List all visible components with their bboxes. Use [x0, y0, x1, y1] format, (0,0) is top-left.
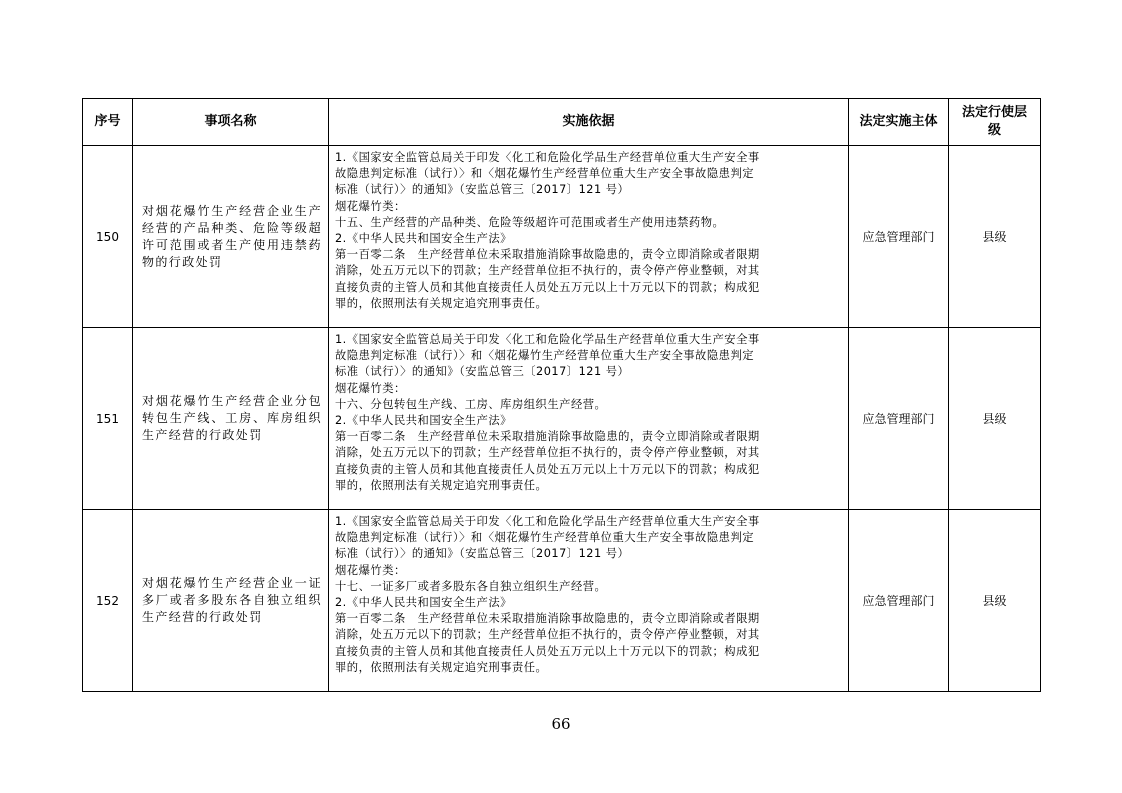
basis-line: 1.《国家安全监管总局关于印发〈化工和危险化学品生产经营单位重大生产安全事 [335, 151, 760, 164]
table-row [83, 510, 1041, 692]
row-item-name: 对烟花爆竹生产经营企业生产经营的产品种类、危险等级超许可范围或者生产使用违禁药物的行政处罚 [133, 146, 329, 328]
basis-line: 直接负责的主管人员和其他直接责任人员处五万元以上十万元以下的罚款；构成犯 [335, 644, 760, 658]
header-seq: 序号 [83, 99, 133, 146]
basis-line: 1.《国家安全监管总局关于印发〈化工和危险化学品生产经营单位重大生产安全事 [335, 333, 760, 346]
basis-line: 罪的，依照刑法有关规定追究刑事责任。 [335, 660, 548, 674]
basis-line: 消除，处五万元以下的罚款；生产经营单位拒不执行的，责令停产停业整顿，对其 [335, 264, 760, 278]
row-basis [329, 328, 849, 510]
header-basis: 实施依据 [329, 99, 849, 146]
basis-line: 十七、一证多厂或者多股东各自独立组织生产经营。 [335, 579, 607, 593]
basis-line: 消除，处五万元以下的罚款；生产经营单位拒不执行的，责令停产停业整顿，对其 [335, 446, 760, 460]
basis-line: 烟花爆竹类： [335, 199, 406, 213]
row-seq: 152 [83, 510, 133, 692]
table-header-row [83, 99, 1041, 146]
basis-line: 标准（试行）〉的通知》（安监总管三〔2017〕121 号） [335, 183, 630, 197]
header-level [949, 99, 1041, 146]
basis-line: 标准（试行）〉的通知》（安监总管三〔2017〕121 号） [335, 365, 630, 379]
row-subject: 应急管理部门 [849, 328, 949, 510]
basis-line: 罪的，依照刑法有关规定追究刑事责任。 [335, 478, 548, 492]
row-seq: 151 [83, 328, 133, 510]
header-subject: 法定实施主体 [849, 99, 949, 146]
row-subject: 应急管理部门 [849, 146, 949, 328]
row-item-name: 对烟花爆竹生产经营企业分包转包生产线、工房、库房组织生产经营的行政处罚 [133, 328, 329, 510]
row-item-name: 对烟花爆竹生产经营企业一证多厂或者多股东各自独立组织生产经营的行政处罚 [133, 510, 329, 692]
basis-line: 烟花爆竹类： [335, 563, 406, 577]
header-level-line1: 法定行使层 [961, 105, 1027, 120]
basis-line: 直接负责的主管人员和其他直接责任人员处五万元以上十万元以下的罚款；构成犯 [335, 462, 760, 476]
basis-line: 标准（试行）〉的通知》（安监总管三〔2017〕121 号） [335, 547, 630, 561]
basis-line: 第一百零二条 生产经营单位未采取措施消除事故隐患的，责令立即消除或者限期 [335, 612, 760, 626]
basis-line: 直接负责的主管人员和其他直接责任人员处五万元以上十万元以下的罚款；构成犯 [335, 280, 760, 294]
enforcement-items-table [82, 98, 1041, 692]
row-level: 县级 [949, 328, 1041, 510]
header-item-name: 事项名称 [133, 99, 329, 146]
row-level: 县级 [949, 510, 1041, 692]
row-seq: 150 [83, 146, 133, 328]
table-row [83, 328, 1041, 510]
basis-line: 十五、生产经营的产品种类、危险等级超许可范围或者生产使用违禁药物。 [335, 215, 725, 229]
basis-line: 第一百零二条 生产经营单位未采取措施消除事故隐患的，责令立即消除或者限期 [335, 248, 760, 262]
basis-line: 故隐患判定标准（试行）〉和〈烟花爆竹生产经营单位重大生产安全事故隐患判定 [335, 349, 755, 363]
basis-line: 烟花爆竹类： [335, 381, 406, 395]
basis-line: 消除，处五万元以下的罚款；生产经营单位拒不执行的，责令停产停业整顿，对其 [335, 628, 760, 642]
basis-line: 故隐患判定标准（试行）〉和〈烟花爆竹生产经营单位重大生产安全事故隐患判定 [335, 167, 755, 181]
row-subject: 应急管理部门 [849, 510, 949, 692]
basis-line: 故隐患判定标准（试行）〉和〈烟花爆竹生产经营单位重大生产安全事故隐患判定 [335, 531, 755, 545]
basis-line: 罪的，依照刑法有关规定追究刑事责任。 [335, 296, 548, 310]
basis-line: 2.《中华人民共和国安全生产法》 [335, 596, 512, 610]
table-row [83, 146, 1041, 328]
row-level: 县级 [949, 146, 1041, 328]
basis-line: 1.《国家安全监管总局关于印发〈化工和危险化学品生产经营单位重大生产安全事 [335, 515, 760, 528]
basis-line: 十六、分包转包生产线、工房、库房组织生产经营。 [335, 397, 607, 411]
page-number: 66 [551, 715, 571, 733]
basis-line: 第一百零二条 生产经营单位未采取措施消除事故隐患的，责令立即消除或者限期 [335, 430, 760, 444]
basis-line: 2.《中华人民共和国安全生产法》 [335, 414, 512, 428]
basis-line: 2.《中华人民共和国安全生产法》 [335, 232, 512, 246]
row-basis [329, 510, 849, 692]
row-basis [329, 146, 849, 328]
header-level-line2: 级 [987, 123, 1001, 138]
